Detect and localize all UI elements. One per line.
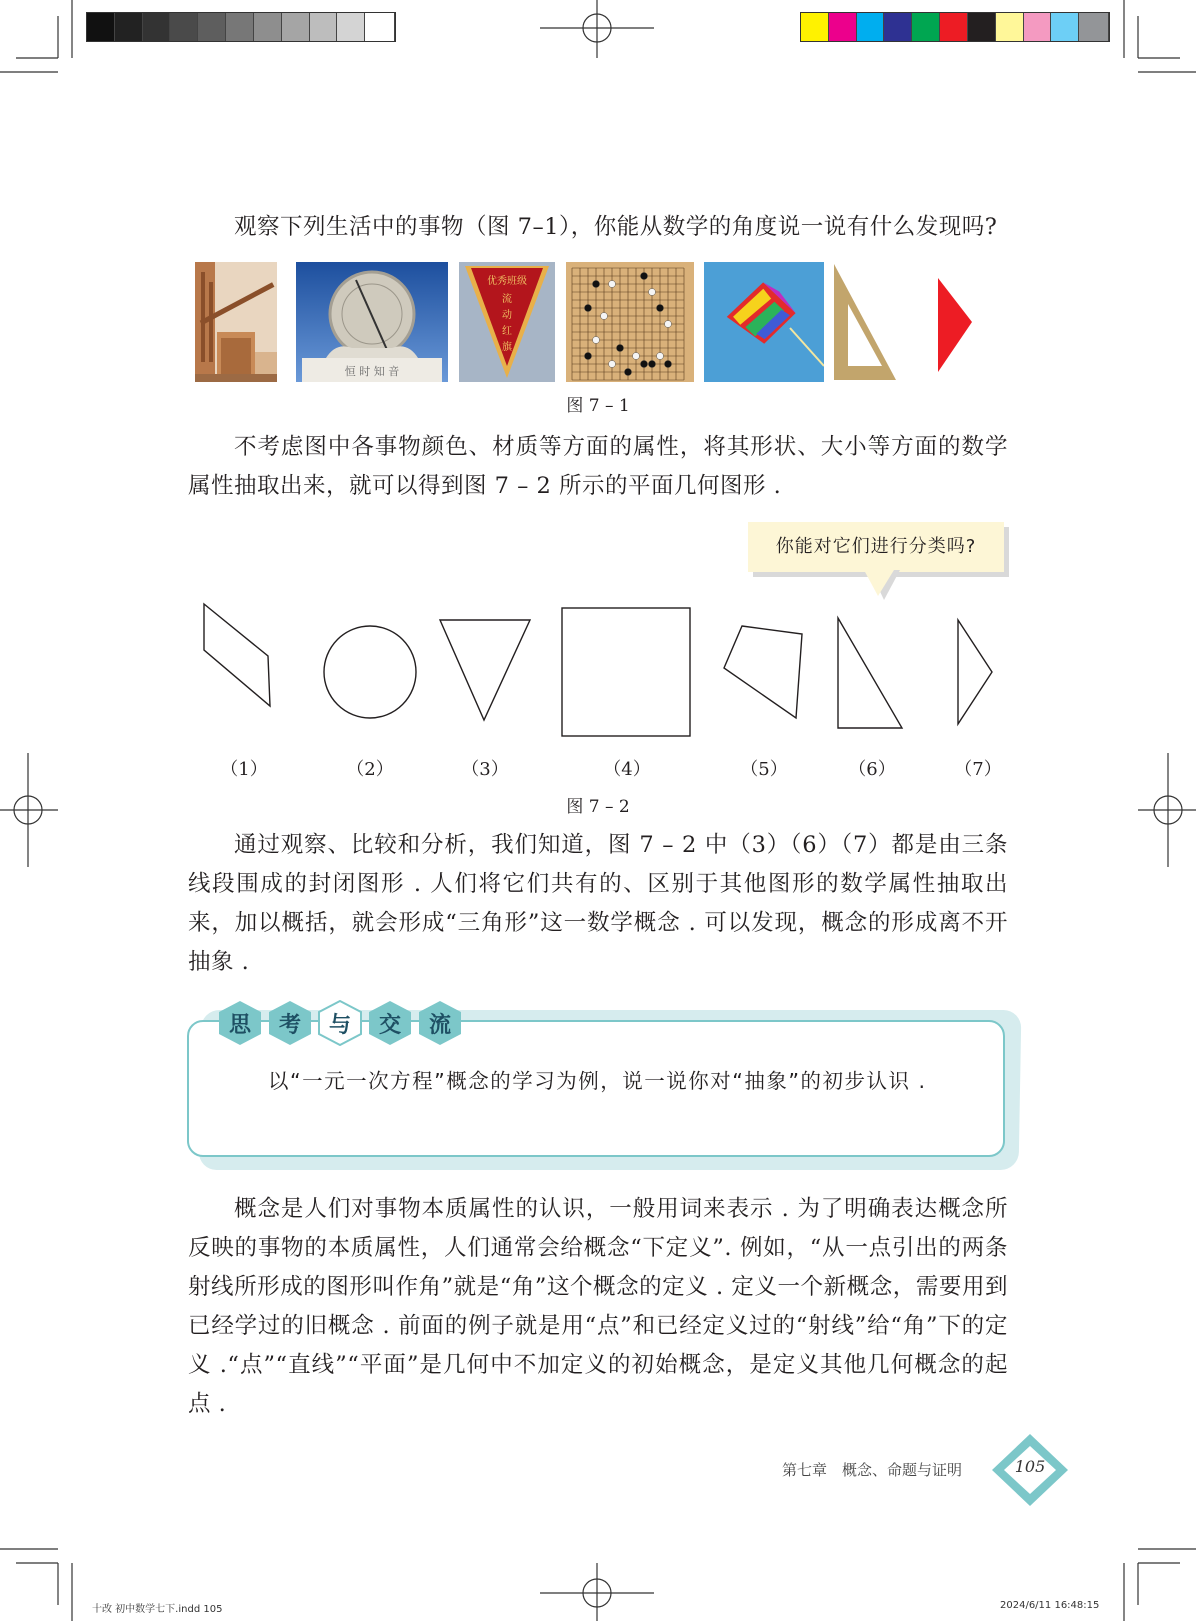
shape-3-triangle [440,620,530,720]
white-stone [649,289,656,296]
chapter-title: 第七章 概念、命题与证明 [782,1461,963,1479]
black-stone [617,345,624,352]
shape-7-triangle [958,620,992,724]
photo-triangle-ruler [830,262,900,382]
shape-label-4: （4） [603,759,651,780]
concept-definition-paragraph: 概念是人们对事物本质属性的认识，一般用词来表示 . 为了明确表达概念所反映的事物的本质属性，人们通常会给概念“下定义”. 例如，“从一点引出的两条射线所形成的图形叫作角”就是“角”这个概念的定义 . 定义一个新概念，需要用到已经学过的旧概念 . 前面的例子就是用“点”和已经定义过的“射线”给“角”下的定义 .“点”“直线”“平面”是几何中不加定义的初始概念，是定义其他几何概念的起点 . [188,1196,1008,1417]
black-stone [641,273,648,280]
shape-label-7: （7） [954,759,1002,780]
black-stone [593,281,600,288]
photo-go-board [566,262,694,382]
black-stone [585,305,592,312]
black-stone [649,361,656,368]
black-stone [641,361,648,368]
photo-staircase [195,262,277,382]
triangle-ruler-image [830,262,900,382]
shape-label-6: （6） [848,759,896,780]
shape-6-right-triangle [838,618,902,728]
think-title-char-2: 考 [268,1000,312,1046]
white-stone [609,281,616,288]
figure-7-2-shapes [0,590,1196,740]
print-file-name: 十改 初中数学七下.indd 105 [92,1604,223,1615]
black-stone [585,353,592,360]
red-triangle-image [934,262,976,382]
white-stone [609,361,616,368]
go-board-image [566,262,694,382]
staircase-image [195,262,277,382]
photo-red-triangle [934,262,976,382]
think-title-char-3: 与 [318,1000,362,1046]
page-number: 105 [1014,1457,1046,1476]
triangle-concept-paragraph: 通过观察、比较和分析，我们知道，图 7 – 2 中（3）（6）（7）都是由三条线段围成的封闭图形 . 人们将它们共有的、区别于其他图形的数学属性抽取出来，加以概括，就会形成“三角形”这一数学概念 . 可以发现，概念的形成离不开抽象 . [188,832,1008,975]
sundial-inscription: 恒 时 知 音 [344,365,400,378]
shape-label-3: （3） [461,759,509,780]
white-stone [601,313,608,320]
white-stone [657,353,664,360]
pennant-line-2: 流 [502,294,512,305]
print-timestamp: 2024/6/11 16:48:15 [1000,1600,1100,1611]
figure-7-2-caption: 图 7 – 2 [566,797,630,817]
shape-2-circle [324,626,416,718]
pennant-line-5: 旗 [502,342,512,353]
think-and-discuss-text: 以“一元一次方程”概念的学习为例，说一说你对“抽象”的初步认识 . [268,1069,927,1093]
white-stone [633,353,640,360]
pennant-image [459,262,555,382]
photo-kite [704,262,824,382]
shape-label-1: （1） [220,759,268,780]
shape-label-2: （2） [346,759,394,780]
think-title-char-5: 流 [418,1000,462,1046]
kite-image [704,262,824,382]
classify-question-bubble: 你能对它们进行分类吗? [748,522,1004,572]
pennant-line-3: 动 [502,310,512,321]
black-stone [625,369,632,376]
pennant-line-4: 红 [502,326,512,337]
black-stone [657,305,664,312]
pennant-line-1: 优秀班级 [487,276,527,287]
shape-5-quadrilateral [724,626,802,718]
shape-1-parallelogram [204,604,270,706]
abstraction-paragraph: 不考虑图中各事物颜色、材质等方面的属性，将其形状、大小等方面的数学属性抽取出来，就可以得到图 7 – 2 所示的平面几何图形 . [188,434,1008,499]
photo-pennant [459,262,555,382]
think-title-char-1: 思 [218,1000,262,1046]
photo-sundial [296,262,448,382]
white-stone [665,321,672,328]
intro-question: 观察下列生活中的事物（图 7–1），你能从数学的角度说一说有什么发现吗? [234,214,998,240]
figure-7-1-caption: 图 7 – 1 [566,396,630,416]
think-title-char-4: 交 [368,1000,412,1046]
shape-4-square [562,608,690,736]
sundial-image [296,262,448,382]
black-stone [665,361,672,368]
shape-label-5: （5） [740,759,788,780]
white-stone [593,337,600,344]
